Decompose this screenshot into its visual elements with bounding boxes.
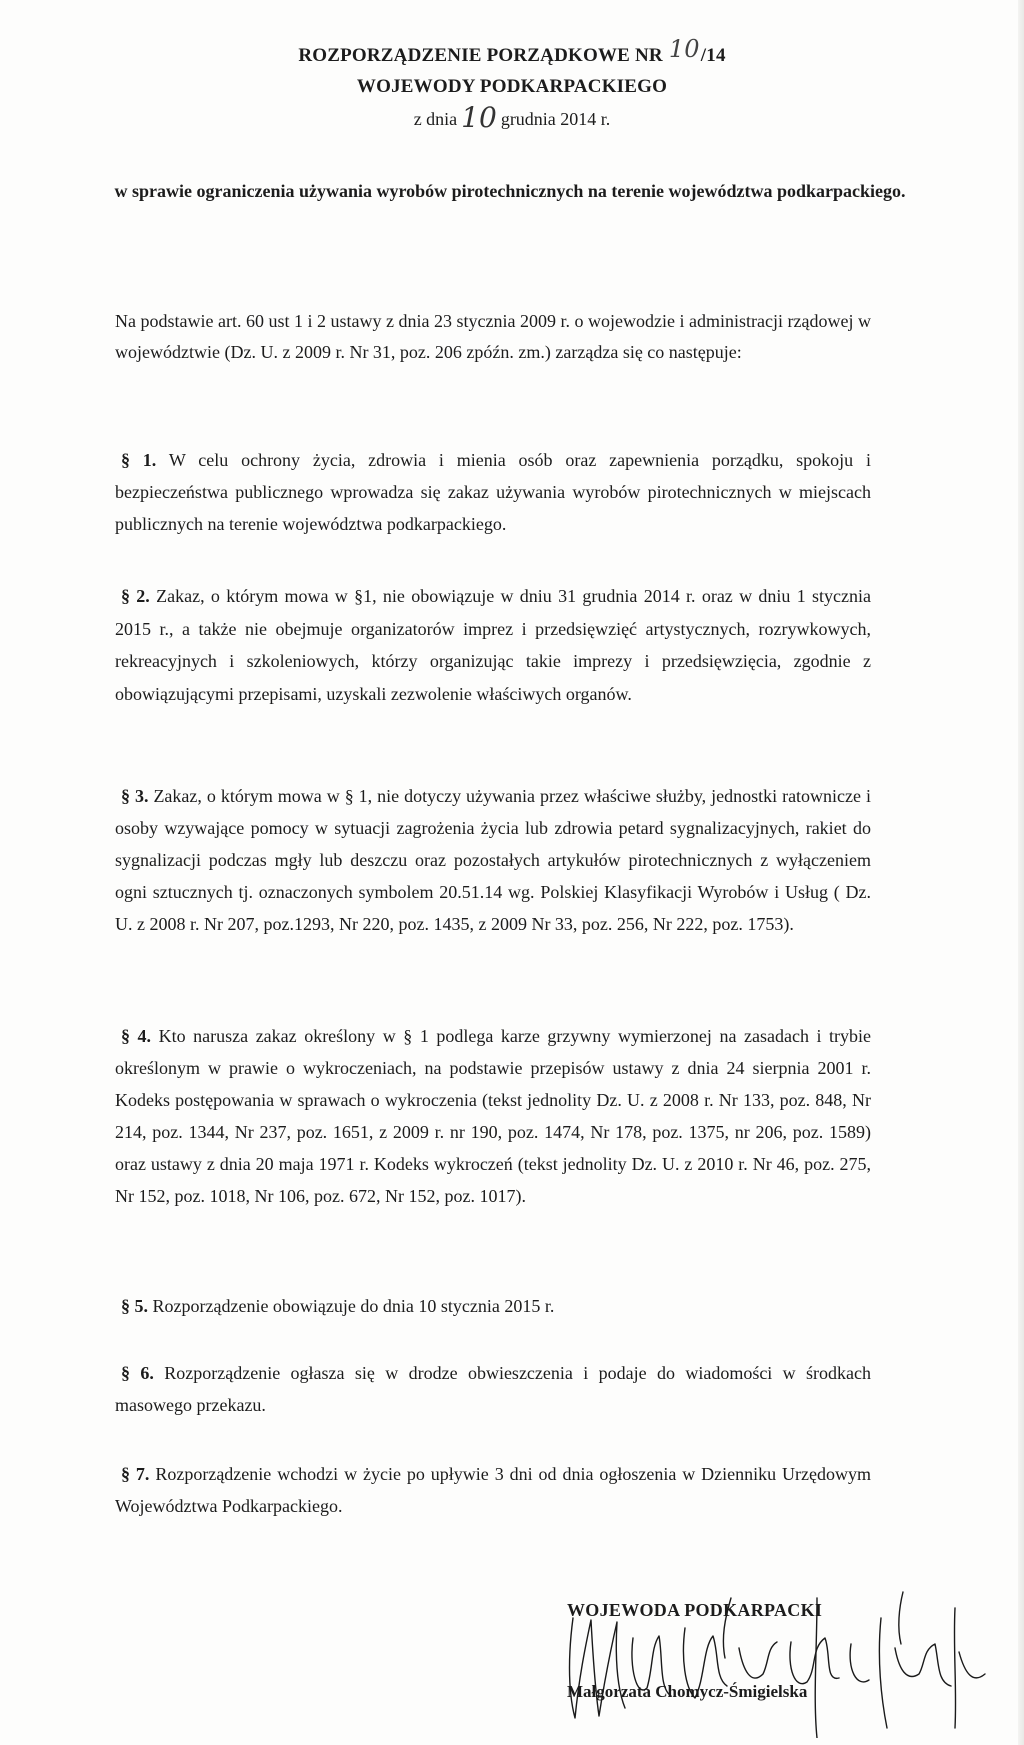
paragraph-text: Rozporządzenie obowiązuje do dnia 10 stycznia 2015 r. [152,1296,555,1316]
paragraph-sign: § 4. [121,1026,152,1046]
date-prefix: z dnia [413,109,458,129]
paragraph-7 [115,1458,871,1522]
paragraph-6 [115,1357,871,1421]
paragraph-sign: § 1. [121,450,157,470]
signatory-title: WOJEWODA PODKARPACKI [567,1600,823,1620]
handwritten-number: 10 [668,35,700,63]
title-prefix: ROZPORZĄDZENIE PORZĄDKOWE NR [298,45,663,66]
paragraph-text: Kto narusza zakaz określony w § 1 podlega karze grzywny wymierzonej na zasadach i trybie określonym w prawie o wykroczeniach, na podstawie przepisów ustawy z dnia 24 sierpnia 2001 r. Kodeks postępowania w sprawach o wykroczenia (tekst jednolity Dz. U. z 2008 r. Nr 133, poz. 848, Nr 214, poz. 1344, Nr 237, poz. 1651, z 2009 r. nr 190, poz. 1474, Nr 178, poz. 1375, nr 206, poz. 1589) oraz ustawy z dnia 20 maja 1971 r. Kodeks wykroczeń (tekst jednolity Dz. U. z 2010 r. Nr 46, poz. 275, Nr 152, poz. 1018, Nr 106, poz. 672, Nr 152, poz. 1017). [115,1026,872,1206]
issuing-authority: WOJEWODY PODKARPACKIEGO [356,76,668,97]
handwritten-signature [555,1578,995,1738]
signatory-name: Małgorzata Chomycz-Śmigielska [567,1682,808,1701]
paragraph-sign: § 2. [121,586,150,606]
paragraph-text: W celu ochrony życia, zdrowia i mienia osób oraz zapewnienia porządku, spokoju i bezpieczeństwa publicznego wprowadza się zakaz używania wyrobów pirotechnicznych w miejscach publicznych na terenie województwa podkarpackiego. [115,450,871,534]
paragraph-text: Rozporządzenie wchodzi w życie po upływie 3 dni od dnia ogłoszenia w Dzienniku Urzędowym Województwa Podkarpackiego. [115,1464,872,1516]
paragraph-2 [115,580,871,710]
paragraph-sign: § 3. [121,786,149,806]
paragraph-1 [115,444,871,540]
title-suffix: /14 [700,45,726,66]
regulation-title [0,34,1024,71]
handwritten-day: 10 [461,101,497,134]
paragraph-sign: § 7. [121,1464,150,1484]
paragraph-sign: § 6. [121,1363,154,1383]
paragraph-5 [115,1290,871,1322]
paragraph-text: Rozporządzenie ogłasza się w drodze obwieszczenia i podaje do wiadomości w środkach masowego przekazu. [115,1363,872,1415]
scan-edge [1018,0,1024,1745]
document-header [0,34,1024,135]
paragraph-text: Zakaz, o którym mowa w § 1, nie dotyczy używania przez właściwe służby, jednostki ratownicze i osoby wzywające pomocy w sytuacji zagrożenia życia lub zdrowia petard sygnalizacyjnych, rakiet do sygnalizacji podczas mgły lub deszczu oraz pozostałych artykułów pirotechnicznych z wyłączeniem ogni sztucznych tj. oznaczonych symbolem 20.51.14 wg. Polskiej Klasyfikacji Wyrobów i Usług ( Dz. U. z 2008 r. Nr 207, poz.1293, Nr 220, poz. 1435, z 2009 Nr 33, poz. 256, Nr 222, poz. 1753). [115,786,871,934]
paragraph-4 [115,1020,871,1212]
signature-block [555,1578,995,1738]
paragraph-text: Zakaz, o którym mowa w §1, nie obowiązuje w dniu 31 grudnia 2014 r. oraz w dniu 1 stycznia 2015 r., a także nie obejmuje organizatorów imprez i przedsięwzięć artystycznych, rozrywkowych, rekreacyjnych i szkoleniowych, którzy organizując takie imprezy i przedsięwzięcia, zgodnie z obowiązującymi przepisami, uzyskali zezwolenie właściwych organów. [115,586,872,704]
date-suffix: grudnia 2014 r. [500,109,611,129]
legal-basis-intro: Na podstawie art. 60 ust 1 i 2 ustawy z dnia 23 stycznia 2009 r. o wojewodzie i administracji rządowej w województwie (Dz. U. z 2009 r. Nr 31, poz. 206 zpóźn. zm.) zarządza się co następuje: [115,311,871,362]
issue-date [0,102,1024,135]
paragraph-3 [115,780,871,940]
regulation-subject: w sprawie ograniczenia używania wyrobów pirotechnicznych na terenie województwa podkarpackiego. [114,181,906,201]
paragraph-sign: § 5. [121,1296,148,1316]
